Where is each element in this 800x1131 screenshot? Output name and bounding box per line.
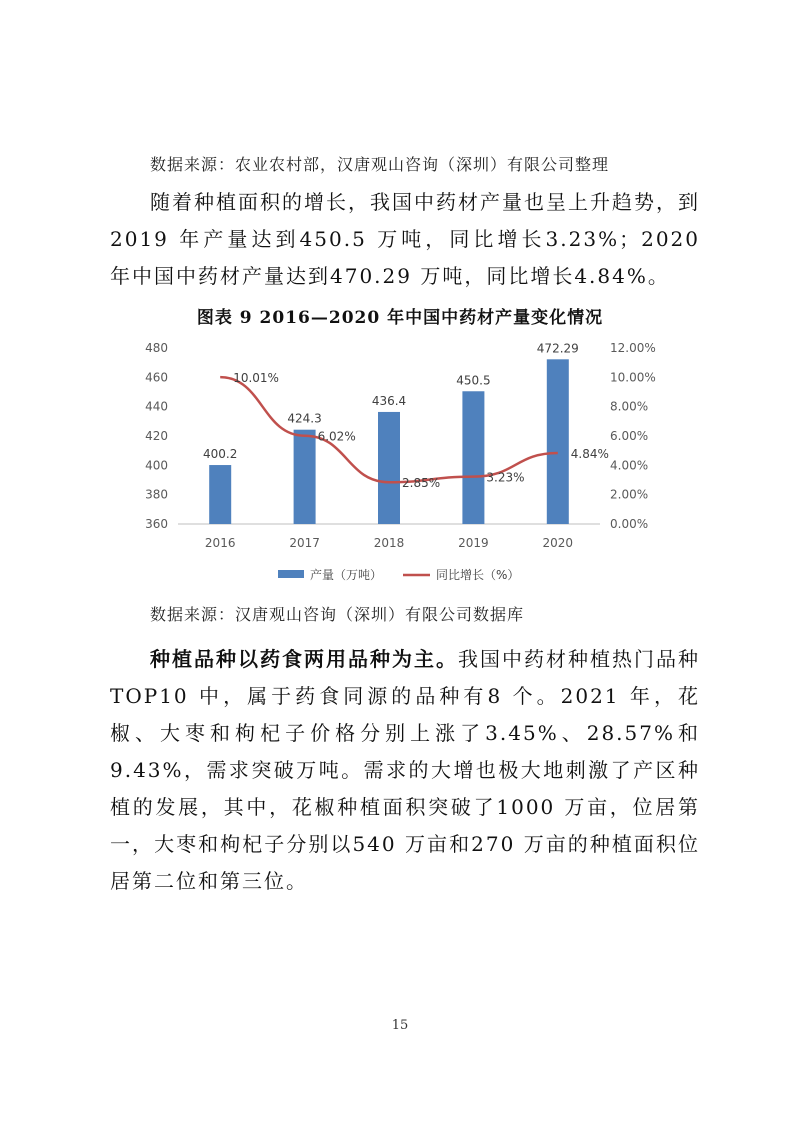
bar-value-label: 400.2 [203, 447, 238, 462]
line-value-label: 3.23% [486, 470, 525, 485]
y-tick-label: 360 [145, 517, 168, 531]
y-tick-label: 420 [145, 429, 168, 443]
paragraph-varieties [110, 641, 700, 900]
bar-2017 [294, 430, 316, 524]
y2-tick-label: 6.00% [610, 429, 649, 443]
x-tick-label: 2016 [204, 536, 236, 550]
legend-bar-swatch [278, 570, 304, 578]
x-tick-label: 2017 [289, 536, 320, 550]
paragraph-production-text: 随着种植面积的增长，我国中药材产量也呈上升趋势，到2019 年产量达到450.5 万吨，同比增长3.23%；2020 年中国中药材产量达到470.29 万吨，同比增长4.84%。 [110, 190, 700, 288]
legend-line-label: 同比增长（%） [436, 568, 520, 582]
y2-tick-label: 4.00% [610, 458, 649, 473]
y2-tick-label: 12.00% [610, 341, 656, 355]
production-chart [120, 330, 680, 600]
y-tick-label: 440 [145, 399, 168, 414]
bar-2016 [209, 465, 231, 524]
x-tick-label: 2020 [542, 536, 574, 550]
bar-2020 [547, 359, 569, 524]
legend-bar-label: 产量（万吨） [310, 568, 383, 582]
y-tick-label: 380 [145, 487, 168, 502]
y2-tick-label: 10.00% [610, 370, 656, 385]
line-value-label: 2.85% [402, 476, 441, 491]
bar-value-label: 424.3 [287, 411, 322, 426]
y-tick-label: 460 [145, 370, 168, 385]
y-tick-label: 480 [145, 341, 168, 355]
bar-2018 [378, 412, 400, 524]
bar-2019 [462, 391, 484, 524]
line-value-label: 4.84% [570, 447, 609, 462]
bar-value-label: 472.29 [536, 341, 579, 356]
x-tick-label: 2018 [373, 536, 405, 550]
figure-title: 图表 9 2016—2020 年中国中药材产量变化情况 [196, 308, 604, 328]
source-note-bottom: 数据来源：汉唐观山咨询（深圳）有限公司数据库 [150, 605, 525, 624]
line-value-label: 10.01% [233, 371, 279, 386]
y2-tick-label: 0.00% [610, 517, 649, 531]
paragraph-production [110, 184, 700, 295]
y-tick-label: 400 [145, 458, 168, 473]
page-number: 15 [391, 1018, 409, 1033]
source-note-top: 数据来源：农业农村部，汉唐观山咨询（深圳）有限公司整理 [150, 155, 610, 174]
paragraph-varieties-lead: 种植品种以药食两用品种为主。 [150, 647, 458, 671]
y2-tick-label: 8.00% [610, 399, 649, 414]
x-tick-label: 2019 [458, 536, 489, 550]
line-value-label: 6.02% [317, 429, 356, 444]
bar-value-label: 436.4 [371, 393, 407, 408]
y2-tick-label: 2.00% [610, 487, 649, 502]
bar-value-label: 450.5 [456, 373, 491, 388]
paragraph-varieties-text: 我国中药材种植热门品种TOP10 中，属于药食同源的品种有8 个。2021 年，花椒、大枣和枸杞子价格分别上涨了3.45%、28.57%和9.43%，需求突破万吨。需求的大增也极大地刺激了产区种植的发展，其中，花椒种植面积突破了1000 万亩，位居第一，大枣和枸杞子分别以540 万亩和270 万亩的种植面积位居第二位和第三位。 [110, 647, 700, 893]
